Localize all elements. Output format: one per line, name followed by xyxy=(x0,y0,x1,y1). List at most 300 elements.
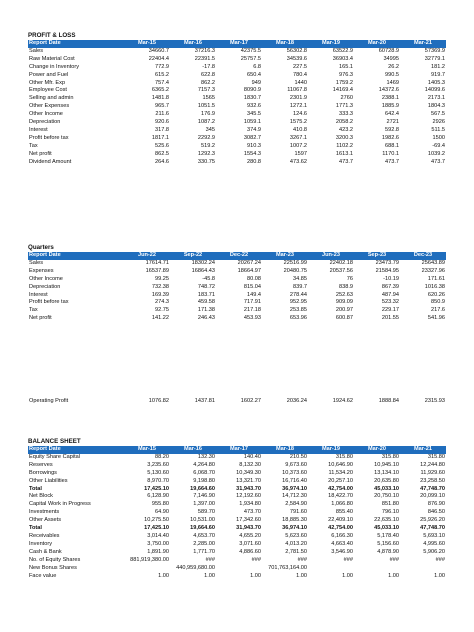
value-cell: 31,943.70 xyxy=(236,525,261,532)
value-cell: 4,655.20 xyxy=(239,532,261,539)
table-row xyxy=(28,56,446,64)
value-cell: 453.93 xyxy=(243,315,261,322)
value-cell: 22516.99 xyxy=(283,259,307,266)
value-cell: 3,014.40 xyxy=(147,532,169,539)
value-cell: 867.39 xyxy=(381,283,399,290)
value-cell xyxy=(354,565,400,573)
operating-profit-table xyxy=(28,398,446,406)
table-row xyxy=(28,549,446,557)
value-cell: 473.7 xyxy=(385,158,399,165)
table-row xyxy=(28,151,446,159)
value-cell: 5,156.60 xyxy=(377,540,399,547)
value-cell: 19,664.60 xyxy=(190,525,215,532)
table-row xyxy=(28,517,446,525)
value-cell: 8,970.70 xyxy=(147,477,169,484)
value-cell xyxy=(400,565,446,573)
value-cell: -69.4 xyxy=(432,142,445,149)
value-cell: 23327.96 xyxy=(421,267,445,274)
value-cell: 487.94 xyxy=(381,291,399,298)
value-cell: 5,178.40 xyxy=(377,532,399,539)
value-cell: 18664.97 xyxy=(237,267,261,274)
quarters-title: Quarters xyxy=(28,244,54,251)
value-cell: 165.1 xyxy=(339,63,353,70)
table-row xyxy=(28,72,446,80)
row-label-cell: Sales xyxy=(29,47,43,54)
balance-sheet-section xyxy=(28,438,446,580)
value-cell: 1982.6 xyxy=(381,134,399,141)
value-cell: 423.2 xyxy=(339,126,353,133)
table-row xyxy=(28,103,446,111)
value-cell: 14,712.30 xyxy=(282,493,307,500)
value-cell: 3,546.90 xyxy=(331,548,353,555)
row-label-cell: Depreciation xyxy=(29,119,61,126)
value-cell: 92.75 xyxy=(155,307,169,314)
row-label-cell: Net profit xyxy=(29,150,52,157)
value-cell: 1565 xyxy=(202,95,215,102)
value-cell: 851.80 xyxy=(381,501,399,508)
value-cell: 701,763,164.00 xyxy=(268,564,307,571)
header-cell-date: Mar-21 xyxy=(400,446,446,454)
table-row xyxy=(28,268,446,276)
value-cell: 34995 xyxy=(383,55,399,62)
header-cell-date: Dec-23 xyxy=(400,252,446,260)
profit-loss-section xyxy=(28,32,446,167)
value-cell: 12,244.80 xyxy=(420,461,445,468)
table-row xyxy=(28,111,446,119)
value-cell: 10,531.00 xyxy=(190,517,215,524)
value-cell: 1007.2 xyxy=(289,142,307,149)
row-label-cell: Equity Share Capital xyxy=(29,453,80,460)
value-cell: 181.2 xyxy=(431,63,445,70)
value-cell: 56302.8 xyxy=(286,47,307,54)
table-row xyxy=(28,315,446,323)
value-cell: 13,134.10 xyxy=(374,469,399,476)
balance-sheet-header-row xyxy=(28,446,446,454)
value-cell: 846.50 xyxy=(427,509,445,516)
value-cell: 1039.2 xyxy=(427,150,445,157)
value-cell: 16864.43 xyxy=(191,267,215,274)
value-cell: 523.32 xyxy=(381,299,399,306)
quarters-section xyxy=(28,244,446,323)
value-cell: 9,198.80 xyxy=(193,477,215,484)
value-cell: 20,635.80 xyxy=(374,477,399,484)
header-cell-date: Mar-19 xyxy=(308,446,354,454)
value-cell: 5,130.60 xyxy=(147,469,169,476)
row-label-cell: Other Liabilities xyxy=(29,477,68,484)
table-row xyxy=(28,462,446,470)
value-cell: 18302.24 xyxy=(191,259,215,266)
value-cell: 1,066.80 xyxy=(331,501,353,508)
value-cell: 2,285.00 xyxy=(193,540,215,547)
header-cell-date: Mar-18 xyxy=(262,40,308,48)
balance-sheet-title: BALANCE SHEET xyxy=(28,438,81,445)
header-cell-date: Mar-16 xyxy=(170,446,216,454)
table-row xyxy=(28,557,446,565)
value-cell: 732.38 xyxy=(151,283,169,290)
value-cell: 333.3 xyxy=(339,111,353,118)
value-cell: 227.5 xyxy=(293,63,307,70)
value-cell: 132.30 xyxy=(197,453,215,460)
table-row xyxy=(28,470,446,478)
header-cell-label: Report Date xyxy=(28,40,124,48)
value-cell: 10,373.60 xyxy=(282,469,307,476)
value-cell: 17,342.60 xyxy=(236,517,261,524)
value-cell: 229.17 xyxy=(381,307,399,314)
value-cell: ### xyxy=(205,556,215,563)
table-row xyxy=(28,64,446,72)
value-cell: 876.90 xyxy=(427,501,445,508)
value-cell: 815.04 xyxy=(243,283,261,290)
header-cell-label: Report Date xyxy=(28,446,124,454)
value-cell: 1059.1 xyxy=(243,119,261,126)
value-cell: 620.26 xyxy=(427,291,445,298)
value-cell: 18,885.30 xyxy=(282,517,307,524)
value-cell xyxy=(124,565,170,573)
row-label-cell: Inventory xyxy=(29,540,53,547)
value-cell: 374.9 xyxy=(247,126,261,133)
value-cell: 32779.1 xyxy=(424,55,445,62)
value-cell: 791.60 xyxy=(289,509,307,516)
value-cell: 1554.3 xyxy=(243,150,261,157)
value-cell: 2760 xyxy=(340,95,353,102)
value-cell: ### xyxy=(435,556,445,563)
profit-loss-header-row xyxy=(28,40,446,48)
value-cell: 1500 xyxy=(432,134,445,141)
header-cell-date: Sep-22 xyxy=(170,252,216,260)
table-row xyxy=(28,127,446,135)
row-label-cell: Total xyxy=(29,485,42,492)
value-cell: 4,013.20 xyxy=(285,540,307,547)
value-cell: 26.2 xyxy=(388,63,399,70)
value-cell: 1597 xyxy=(294,150,307,157)
value-cell: 3200.3 xyxy=(335,134,353,141)
value-cell: 1830.7 xyxy=(243,95,261,102)
table-row xyxy=(28,292,446,300)
header-cell-date: Mar-17 xyxy=(216,446,262,454)
value-cell: -45.8 xyxy=(202,275,215,282)
value-cell: 11,929.60 xyxy=(420,469,445,476)
operating-profit-section xyxy=(28,398,446,406)
row-label-cell: Other Income xyxy=(29,111,63,118)
value-cell: 1.00 xyxy=(204,572,215,579)
value-cell: 246.43 xyxy=(197,315,215,322)
value-cell: -17.8 xyxy=(202,63,215,70)
row-label-cell: Interest xyxy=(29,126,48,133)
value-cell: 541.96 xyxy=(427,315,445,322)
table-row xyxy=(28,87,446,95)
value-cell: 3,235.60 xyxy=(147,461,169,468)
value-cell: 1804.3 xyxy=(427,103,445,110)
value-cell: 6365.2 xyxy=(151,87,169,94)
value-cell: 36,974.10 xyxy=(282,485,307,492)
value-cell: 6.8 xyxy=(253,63,261,70)
value-cell: 22,409.10 xyxy=(328,517,353,524)
header-cell-date: Mar-15 xyxy=(124,40,170,48)
value-cell: 1292.3 xyxy=(197,150,215,157)
row-label-cell: Cash & Bank xyxy=(29,548,62,555)
value-cell: 1051.5 xyxy=(197,103,215,110)
value-cell: -10.19 xyxy=(383,275,399,282)
row-label-cell: Other Expenses xyxy=(29,103,70,110)
value-cell: 14169.4 xyxy=(332,87,353,94)
table-row xyxy=(28,541,446,549)
value-cell: 57369.9 xyxy=(424,47,445,54)
value-cell: 1888.84 xyxy=(378,398,399,404)
row-label-cell: Receivables xyxy=(29,532,60,539)
value-cell: 315.80 xyxy=(335,453,353,460)
value-cell: 149.4 xyxy=(247,291,261,298)
value-cell: 2388.1 xyxy=(381,95,399,102)
value-cell: 717.91 xyxy=(243,299,261,306)
value-cell: 862.5 xyxy=(155,150,169,157)
table-row xyxy=(28,48,446,56)
profit-loss-table xyxy=(28,40,446,167)
row-label-cell: New Bonus Shares xyxy=(29,564,77,571)
value-cell: 2,781.50 xyxy=(285,548,307,555)
value-cell: 17,425.10 xyxy=(144,485,169,492)
value-cell: 589.70 xyxy=(197,509,215,516)
value-cell: 315.80 xyxy=(427,453,445,460)
value-cell: 17614.71 xyxy=(145,259,169,266)
quarters-header-row xyxy=(28,252,446,260)
table-row xyxy=(28,276,446,284)
value-cell: 20480.75 xyxy=(283,267,307,274)
header-cell-date: Mar-20 xyxy=(354,40,400,48)
value-cell: 2,584.90 xyxy=(285,501,307,508)
value-cell: 140.40 xyxy=(243,453,261,460)
value-cell: 748.72 xyxy=(197,283,215,290)
table-row xyxy=(28,509,446,517)
row-label-cell: Tax xyxy=(29,307,38,314)
value-cell: 88.20 xyxy=(155,453,169,460)
value-cell: 345.5 xyxy=(247,111,261,118)
value-cell: 1.00 xyxy=(296,572,307,579)
value-cell: 592.8 xyxy=(385,126,399,133)
value-cell: 37216.3 xyxy=(194,47,215,54)
value-cell: 64.90 xyxy=(155,509,169,516)
row-label-cell: Total xyxy=(29,525,42,532)
value-cell: 949 xyxy=(251,79,261,86)
value-cell: 622.8 xyxy=(201,71,215,78)
value-cell: 525.6 xyxy=(155,142,169,149)
value-cell: 5,906.20 xyxy=(423,548,445,555)
value-cell xyxy=(308,565,354,573)
row-label-cell: Borrowings xyxy=(29,469,57,476)
value-cell: 25,926.20 xyxy=(420,517,445,524)
value-cell: 10,945.10 xyxy=(374,461,399,468)
value-cell: 757.4 xyxy=(155,79,169,86)
value-cell: 60728.9 xyxy=(378,47,399,54)
value-cell: 1405.3 xyxy=(427,79,445,86)
value-cell: 12,192.60 xyxy=(236,493,261,500)
value-cell: 217.18 xyxy=(243,307,261,314)
value-cell: 1602.27 xyxy=(240,398,261,404)
value-cell: 2173.1 xyxy=(427,95,445,102)
value-cell: 8090.9 xyxy=(243,87,261,94)
value-cell: 2058.2 xyxy=(335,119,353,126)
table-row xyxy=(28,135,446,143)
value-cell: 264.6 xyxy=(155,158,169,165)
header-cell-date: Sep-23 xyxy=(354,252,400,260)
value-cell: 25757.5 xyxy=(240,55,261,62)
value-cell: 473.62 xyxy=(289,158,307,165)
value-cell: 1,397.00 xyxy=(193,501,215,508)
value-cell: 4,653.70 xyxy=(193,532,215,539)
value-cell: 5,623.60 xyxy=(285,532,307,539)
value-cell: 330.75 xyxy=(197,158,215,165)
value-cell: 511.5 xyxy=(431,126,445,133)
value-cell: 171.38 xyxy=(197,307,215,314)
value-cell: 34660.7 xyxy=(148,47,169,54)
value-cell: 3082.7 xyxy=(243,134,261,141)
table-row xyxy=(28,307,446,315)
table-row xyxy=(28,299,446,307)
value-cell: 141.22 xyxy=(151,315,169,322)
value-cell: 1771.3 xyxy=(335,103,353,110)
header-cell-date: Mar-18 xyxy=(262,446,308,454)
row-label-cell: Sales xyxy=(29,259,43,266)
row-label-cell: Net Block xyxy=(29,493,53,500)
value-cell: 13,321.70 xyxy=(236,477,261,484)
value-cell: 1,934.80 xyxy=(239,501,261,508)
value-cell: 200.97 xyxy=(335,307,353,314)
table-row xyxy=(28,565,446,573)
value-cell: 1437.81 xyxy=(194,398,215,404)
value-cell: 36903.4 xyxy=(332,55,353,62)
value-cell: 919.7 xyxy=(431,71,445,78)
row-label-cell: Other Income xyxy=(29,275,63,282)
value-cell: 23473.79 xyxy=(375,259,399,266)
value-cell: ### xyxy=(297,556,307,563)
value-cell: 1469 xyxy=(386,79,399,86)
table-row xyxy=(28,573,446,581)
row-label-cell: Interest xyxy=(29,291,48,298)
table-row xyxy=(28,454,446,462)
value-cell: 796.10 xyxy=(381,509,399,516)
value-cell: 14099.6 xyxy=(424,87,445,94)
value-cell: 31,943.70 xyxy=(236,485,261,492)
value-cell: 10,646.90 xyxy=(328,461,353,468)
value-cell: 1924.62 xyxy=(332,398,353,404)
value-cell: 171.61 xyxy=(427,275,445,282)
header-cell-date: Jun-22 xyxy=(124,252,170,260)
value-cell: 2292.9 xyxy=(197,134,215,141)
value-cell: 2301.9 xyxy=(289,95,307,102)
value-cell: 1.00 xyxy=(342,572,353,579)
value-cell: 16,716.40 xyxy=(282,477,307,484)
value-cell: 317.8 xyxy=(155,126,169,133)
row-label-cell: Profit before tax xyxy=(29,299,69,306)
value-cell: 1.00 xyxy=(434,572,445,579)
value-cell: ### xyxy=(251,556,261,563)
row-label-cell: Other Assets xyxy=(29,517,62,524)
value-cell: 17,425.10 xyxy=(144,525,169,532)
value-cell: 11,534.20 xyxy=(328,469,353,476)
value-cell: 169.39 xyxy=(151,291,169,298)
value-cell: 9,673.60 xyxy=(285,461,307,468)
value-cell: 1.00 xyxy=(388,572,399,579)
value-cell: 600.87 xyxy=(335,315,353,322)
value-cell: 76 xyxy=(346,275,353,282)
value-cell: 20,099.10 xyxy=(420,493,445,500)
value-cell: ### xyxy=(343,556,353,563)
value-cell: 1481.8 xyxy=(151,95,169,102)
value-cell: 6,068.70 xyxy=(193,469,215,476)
value-cell: 642.4 xyxy=(385,111,399,118)
value-cell: 1440 xyxy=(294,79,307,86)
row-label-cell: Reserves xyxy=(29,461,53,468)
value-cell: 862.2 xyxy=(201,79,215,86)
value-cell: 6,166.30 xyxy=(331,532,353,539)
value-cell: 615.2 xyxy=(155,71,169,78)
value-cell: 1102.2 xyxy=(336,142,353,149)
header-cell-date: Mar-17 xyxy=(216,40,262,48)
table-row xyxy=(28,525,446,533)
value-cell: 653.96 xyxy=(289,315,307,322)
value-cell: 47,748.70 xyxy=(420,525,445,532)
table-row xyxy=(28,493,446,501)
value-cell: 650.4 xyxy=(247,71,261,78)
value-cell: 2721 xyxy=(386,119,399,126)
value-cell: 932.6 xyxy=(247,103,261,110)
value-cell: 519.2 xyxy=(201,142,215,149)
value-cell: 910.3 xyxy=(247,142,261,149)
row-label-cell: Employee Cost xyxy=(29,87,67,94)
value-cell: 780.4 xyxy=(293,71,307,78)
value-cell: 20537.56 xyxy=(329,267,353,274)
value-cell: 5,693.10 xyxy=(423,532,445,539)
value-cell: 36,974.10 xyxy=(282,525,307,532)
value-cell: 1575.2 xyxy=(289,119,307,126)
value-cell: 25643.89 xyxy=(421,259,445,266)
value-cell: 253.85 xyxy=(289,307,307,314)
value-cell: 881,919,380.00 xyxy=(130,556,169,563)
value-cell: 183.71 xyxy=(197,291,215,298)
value-cell: 176.9 xyxy=(201,111,215,118)
table-row xyxy=(28,478,446,486)
header-cell-label: Report Date xyxy=(28,252,124,260)
row-label-cell: Operating Profit xyxy=(29,398,69,404)
value-cell: 1,771.70 xyxy=(193,548,215,555)
value-cell: 4,995.60 xyxy=(423,540,445,547)
value-cell: 278.44 xyxy=(289,291,307,298)
value-cell: 4,886.60 xyxy=(239,548,261,555)
row-label-cell: Capital Work in Progress xyxy=(29,501,91,508)
value-cell: 1.00 xyxy=(158,572,169,579)
value-cell: 8,132.30 xyxy=(239,461,261,468)
row-label-cell: Selling and admin xyxy=(29,95,74,102)
header-cell-date: Dec-22 xyxy=(216,252,262,260)
value-cell: 850.9 xyxy=(431,299,445,306)
header-cell-date: Mar-21 xyxy=(400,40,446,48)
table-row xyxy=(28,159,446,167)
value-cell: 1087.2 xyxy=(197,119,215,126)
value-cell: 3267.1 xyxy=(289,134,307,141)
table-row xyxy=(28,119,446,127)
value-cell: 47,748.70 xyxy=(420,485,445,492)
row-label-cell: Face value xyxy=(29,572,57,579)
value-cell: 1613.1 xyxy=(335,150,353,157)
value-cell: 7,146.90 xyxy=(193,493,215,500)
value-cell: 7157.3 xyxy=(197,87,215,94)
table-row xyxy=(28,95,446,103)
row-label-cell: Depreciation xyxy=(29,283,61,290)
value-cell: 909.09 xyxy=(335,299,353,306)
value-cell: 1.00 xyxy=(250,572,261,579)
table-row xyxy=(28,486,446,494)
balance-sheet-table xyxy=(28,446,446,580)
value-cell: 23,258.50 xyxy=(420,477,445,484)
